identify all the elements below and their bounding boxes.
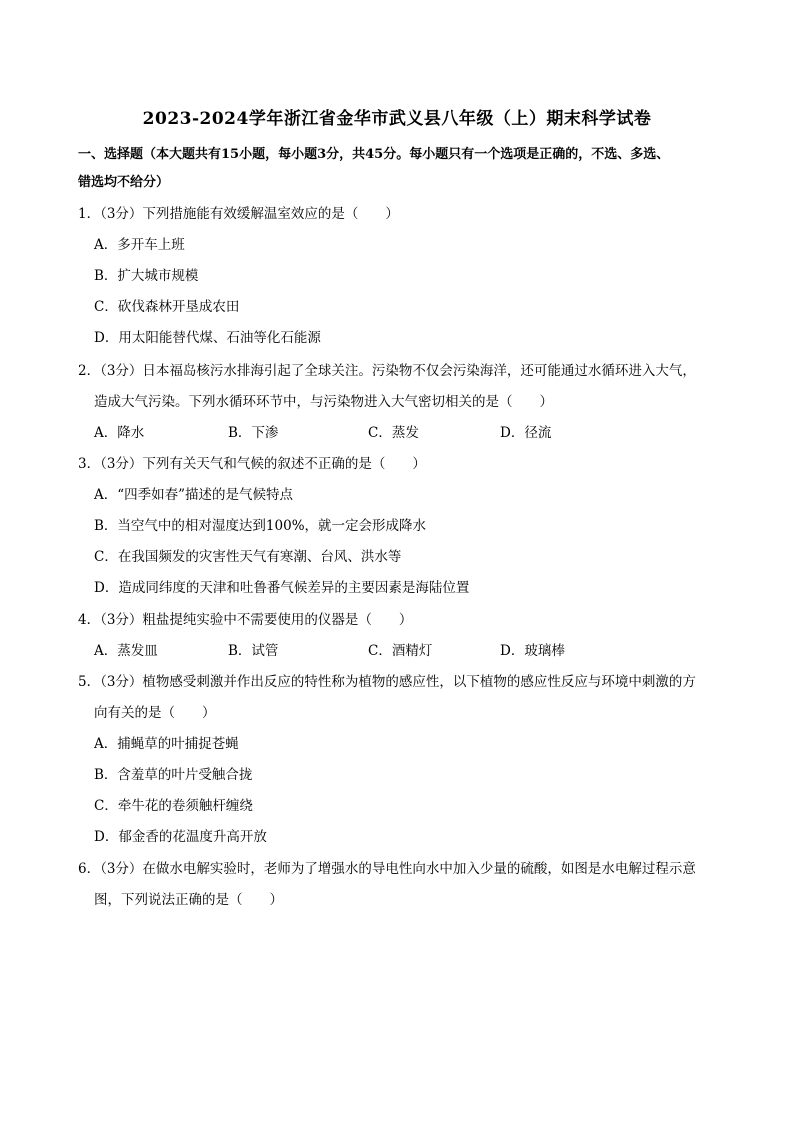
question-4-option-a: A．蒸发皿 — [94, 643, 158, 659]
section-heading-line-2: 错选均不给分） — [78, 175, 170, 190]
question-5-stem-line-1: 5．（3分）植物感受刺激并作出反应的特性称为植物的感应性，以下植物的感应性反应与环境中刺激的方 — [78, 674, 696, 690]
question-2-stem-line-1: 2．（3分）日本福岛核污水排海引起了全球关注。污染物不仅会污染海洋，还可能通过水循环进入大气， — [78, 363, 696, 379]
question-3-option-c: C．在我国频发的灾害性天气有寒潮、台风、洪水等 — [94, 549, 402, 565]
question-1-option-a: A．多开车上班 — [94, 237, 185, 253]
question-5-option-d: D．郁金香的花温度升高开放 — [94, 829, 267, 845]
question-1-option-c: C．砍伐森林开垦成农田 — [94, 299, 240, 315]
question-3-option-b: B．当空气中的相对湿度达到100%，就一定会形成降水 — [94, 518, 427, 534]
question-3-stem: 3．（3分）下列有关天气和气候的叙述不正确的是（ ） — [78, 456, 426, 472]
question-5-stem-line-2: 向有关的是（ ） — [94, 705, 216, 721]
question-2-option-a: A．降水 — [94, 425, 145, 441]
question-1-option-d: D．用太阳能替代煤、石油等化石能源 — [94, 330, 321, 346]
question-2-option-b: B．下渗 — [228, 425, 279, 441]
question-5-option-c: C．牵牛花的卷须触杆缠绕 — [94, 798, 253, 814]
question-1-stem: 1．（3分）下列措施能有效缓解温室效应的是（ ） — [78, 206, 399, 222]
section-heading-line-1: 一、选择题（本大题共有15小题，每小题3分，共45分。每小题只有一个选项是正确的，不选、多选、 — [78, 147, 670, 162]
question-6-stem-line-1: 6．（3分）在做水电解实验时，老师为了增强水的导电性向水中加入少量的硫酸，如图是水电解过程示意 — [78, 861, 696, 877]
question-4-option-c: C．酒精灯 — [368, 643, 433, 659]
page-title: 2023-2024学年浙江省金华市武义县八年级（上）期末科学试卷 — [142, 109, 652, 129]
question-4-option-b: B．试管 — [228, 643, 279, 659]
question-6-stem-line-2: 图，下列说法正确的是（ ） — [94, 892, 283, 908]
question-2-option-d: D．径流 — [500, 425, 552, 441]
question-2-stem-line-2: 造成大气污染。下列水循环环节中，与污染物进入大气密切相关的是（ ） — [94, 394, 553, 410]
question-5-option-b: B．含羞草的叶片受触合拢 — [94, 767, 253, 783]
question-5-option-a: A．捕蝇草的叶捕捉苍蝇 — [94, 736, 239, 752]
question-1-option-b: B．扩大城市规模 — [94, 268, 199, 284]
question-3-option-d: D．造成同纬度的天津和吐鲁番气候差异的主要因素是海陆位置 — [94, 580, 470, 596]
question-2-option-c: C．蒸发 — [368, 425, 419, 441]
question-4-stem: 4．（3分）粗盐提纯实验中不需要使用的仪器是（ ） — [78, 612, 413, 628]
question-4-option-d: D．玻璃棒 — [500, 643, 565, 659]
question-3-option-a: A．“四季如春”描述的是气候特点 — [94, 487, 294, 503]
section-heading — [78, 141, 748, 197]
